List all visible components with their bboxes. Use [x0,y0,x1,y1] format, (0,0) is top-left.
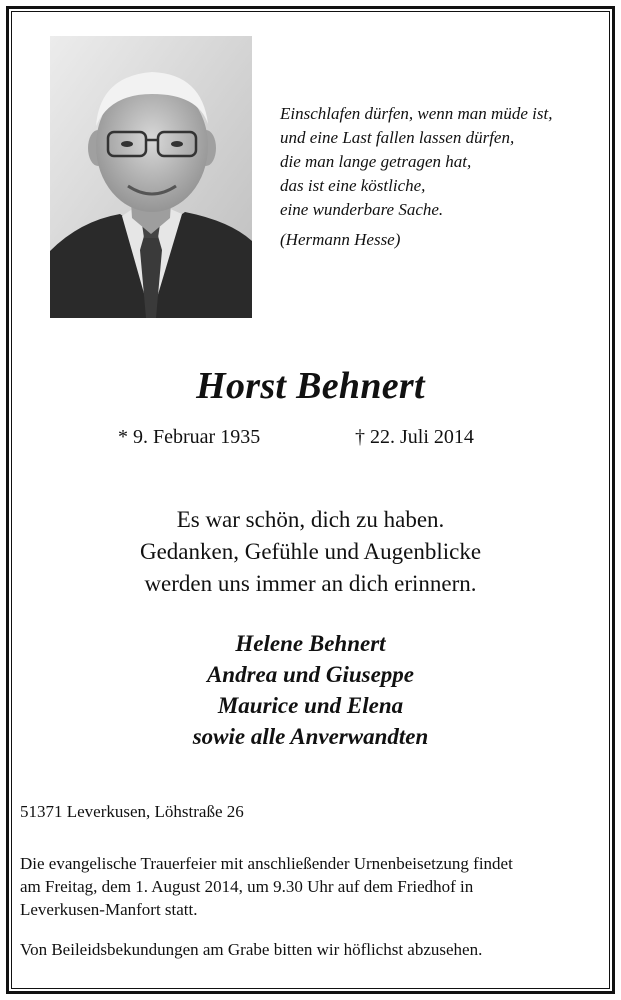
mourner-name: Andrea und Giuseppe [206,662,415,687]
poem-line: und eine Last fallen lassen dürfen, [280,128,515,147]
portrait-photo [50,36,252,318]
mourner-name: Helene Behnert [235,631,386,656]
condolence-note: Von Beileidsbekundungen am Grabe bitten wir höflichst abzusehen. [20,940,483,959]
ceremony-line: Die evangelische Trauerfeier mit anschließender Urnenbeisetzung findet [20,854,513,873]
poem-line: eine wunderbare Sache. [280,200,444,219]
poem-line: die man lange getragen hat, [280,152,472,171]
mourners-list [0,628,621,752]
poem-line: Einschlafen dürfen, wenn man müde ist, [280,104,553,123]
message-line: Es war schön, dich zu haben. [176,507,445,532]
ceremony-line: Leverkusen-Manfort statt. [20,900,198,919]
ceremony-line: am Freitag, dem 1. August 2014, um 9.30 Uhr auf dem Friedhof in [20,877,474,896]
address: 51371 Leverkusen, Löhstraße 26 [20,802,244,821]
farewell-message [0,504,621,600]
deceased-name: Horst Behnert [196,365,425,407]
birth-date: * 9. Februar 1935 [118,426,261,448]
poem-quote [280,102,610,252]
poem-author: (Hermann Hesse) [280,230,401,249]
ceremony-info [20,852,610,921]
message-line: Gedanken, Gefühle und Augenblicke [139,539,482,564]
poem-line: das ist eine köstliche, [280,176,426,195]
mourner-name: Maurice und Elena [217,693,404,718]
mourner-name: sowie alle Anverwandten [192,724,429,749]
message-line: werden uns immer an dich erinnern. [144,571,477,596]
death-date: † 22. Juli 2014 [355,426,474,448]
